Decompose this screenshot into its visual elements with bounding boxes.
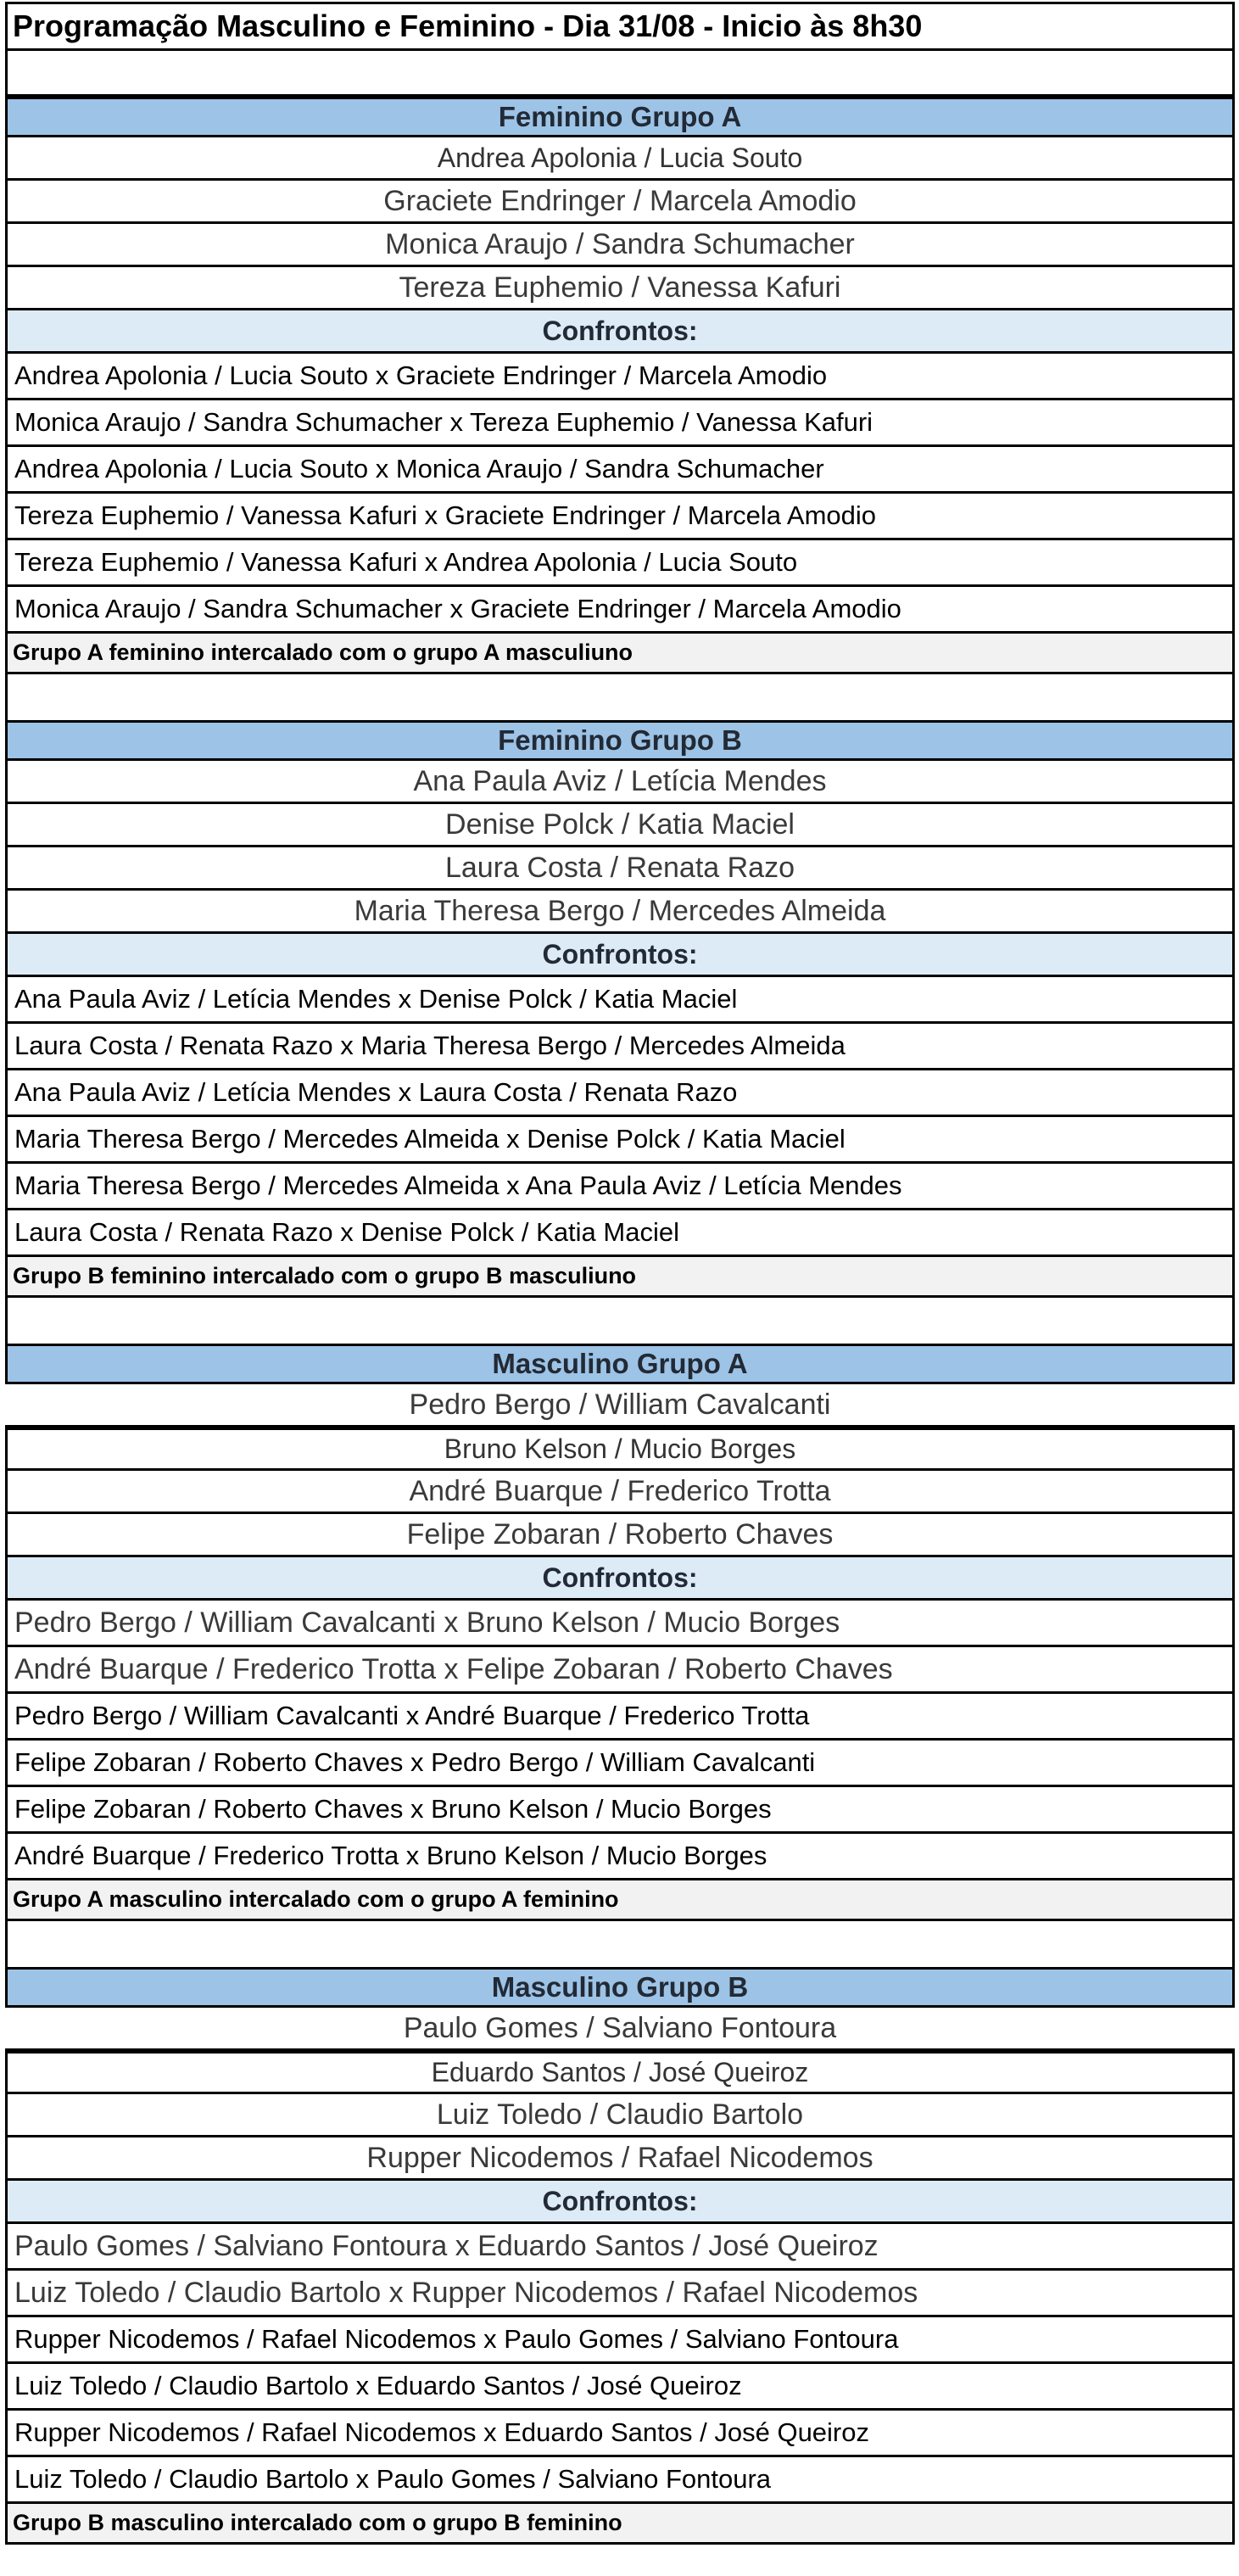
group-note: Grupo B masculino intercalado com o grupo B feminino xyxy=(5,2504,1235,2545)
team-cell: Andrea Apolonia / Lucia Souto xyxy=(5,137,1235,181)
match-row: Felipe Zobaran / Roberto Chaves x Pedro Bergo / William Cavalcanti xyxy=(5,1741,1235,1787)
team-cell: Monica Araujo / Sandra Schumacher xyxy=(5,224,1235,267)
confrontos-label: Confrontos: xyxy=(5,310,1235,354)
group-header: Feminino Grupo A xyxy=(5,97,1235,137)
match-row: Ana Paula Aviz / Letícia Mendes x Denise Polck / Katia Maciel xyxy=(5,977,1235,1024)
group-note: Grupo A feminino intercalado com o grupo A masculiuno xyxy=(5,634,1235,674)
confrontos-label: Confrontos: xyxy=(5,2181,1235,2224)
match-row: Laura Costa / Renata Razo x Maria Theresa Bergo / Mercedes Almeida xyxy=(5,1024,1235,1070)
match-row: Laura Costa / Renata Razo x Denise Polck / Katia Maciel xyxy=(5,1210,1235,1257)
match-row: Luiz Toledo / Claudio Bartolo x Rupper Nicodemos / Rafael Nicodemos xyxy=(5,2271,1235,2317)
group-header: Feminino Grupo B xyxy=(5,720,1235,761)
team-cell: Ana Paula Aviz / Letícia Mendes xyxy=(5,761,1235,804)
match-row: André Buarque / Frederico Trotta x Felipe Zobaran / Roberto Chaves xyxy=(5,1647,1235,1694)
schedule-sheet xyxy=(5,2,1235,2545)
group-note: Grupo B feminino intercalado com o grupo B masculiuno xyxy=(5,1257,1235,1298)
group-header: Masculino Grupo A xyxy=(5,1344,1235,1384)
team-cell: Paulo Gomes / Salviano Fontoura xyxy=(5,2008,1235,2051)
match-row: Tereza Euphemio / Vanessa Kafuri x Andrea Apolonia / Lucia Souto xyxy=(5,540,1235,587)
empty-row xyxy=(5,51,1235,97)
match-row: Pedro Bergo / William Cavalcanti x André Buarque / Frederico Trotta xyxy=(5,1694,1235,1741)
match-row: Monica Araujo / Sandra Schumacher x Graciete Endringer / Marcela Amodio xyxy=(5,587,1235,634)
team-cell: Bruno Kelson / Mucio Borges xyxy=(5,1428,1235,1471)
confrontos-label: Confrontos: xyxy=(5,1557,1235,1601)
team-cell: André Buarque / Frederico Trotta xyxy=(5,1471,1235,1514)
team-cell: Tereza Euphemio / Vanessa Kafuri xyxy=(5,267,1235,310)
match-row: Felipe Zobaran / Roberto Chaves x Bruno Kelson / Mucio Borges xyxy=(5,1787,1235,1834)
match-row: Ana Paula Aviz / Letícia Mendes x Laura Costa / Renata Razo xyxy=(5,1070,1235,1117)
empty-row xyxy=(5,674,1235,720)
team-cell: Graciete Endringer / Marcela Amodio xyxy=(5,181,1235,224)
match-row: Monica Araujo / Sandra Schumacher x Tereza Euphemio / Vanessa Kafuri xyxy=(5,400,1235,447)
match-row: Paulo Gomes / Salviano Fontoura x Eduardo Santos / José Queiroz xyxy=(5,2224,1235,2271)
page-title: Programação Masculino e Feminino - Dia 31/08 - Inicio às 8h30 xyxy=(5,2,1235,51)
match-row: Andrea Apolonia / Lucia Souto x Graciete Endringer / Marcela Amodio xyxy=(5,354,1235,400)
team-cell: Eduardo Santos / José Queiroz xyxy=(5,2051,1235,2094)
match-row: Luiz Toledo / Claudio Bartolo x Paulo Gomes / Salviano Fontoura xyxy=(5,2457,1235,2504)
team-cell: Rupper Nicodemos / Rafael Nicodemos xyxy=(5,2137,1235,2181)
team-cell: Luiz Toledo / Claudio Bartolo xyxy=(5,2094,1235,2137)
match-row: Maria Theresa Bergo / Mercedes Almeida x Denise Polck / Katia Maciel xyxy=(5,1117,1235,1164)
match-row: André Buarque / Frederico Trotta x Bruno Kelson / Mucio Borges xyxy=(5,1834,1235,1880)
match-row: Tereza Euphemio / Vanessa Kafuri x Graciete Endringer / Marcela Amodio xyxy=(5,494,1235,540)
match-row: Pedro Bergo / William Cavalcanti x Bruno Kelson / Mucio Borges xyxy=(5,1601,1235,1647)
empty-row xyxy=(5,1921,1235,1967)
team-cell: Denise Polck / Katia Maciel xyxy=(5,804,1235,847)
team-cell: Pedro Bergo / William Cavalcanti xyxy=(5,1384,1235,1428)
match-row: Andrea Apolonia / Lucia Souto x Monica Araujo / Sandra Schumacher xyxy=(5,447,1235,494)
team-cell: Laura Costa / Renata Razo xyxy=(5,847,1235,891)
empty-row xyxy=(5,1298,1235,1344)
match-row: Rupper Nicodemos / Rafael Nicodemos x Paulo Gomes / Salviano Fontoura xyxy=(5,2317,1235,2364)
group-header: Masculino Grupo B xyxy=(5,1967,1235,2008)
confrontos-label: Confrontos: xyxy=(5,934,1235,977)
team-cell: Felipe Zobaran / Roberto Chaves xyxy=(5,1514,1235,1557)
match-row: Rupper Nicodemos / Rafael Nicodemos x Eduardo Santos / José Queiroz xyxy=(5,2411,1235,2457)
match-row: Maria Theresa Bergo / Mercedes Almeida x Ana Paula Aviz / Letícia Mendes xyxy=(5,1164,1235,1210)
team-cell: Maria Theresa Bergo / Mercedes Almeida xyxy=(5,891,1235,934)
match-row: Luiz Toledo / Claudio Bartolo x Eduardo Santos / José Queiroz xyxy=(5,2364,1235,2411)
group-note: Grupo A masculino intercalado com o grupo A feminino xyxy=(5,1880,1235,1921)
